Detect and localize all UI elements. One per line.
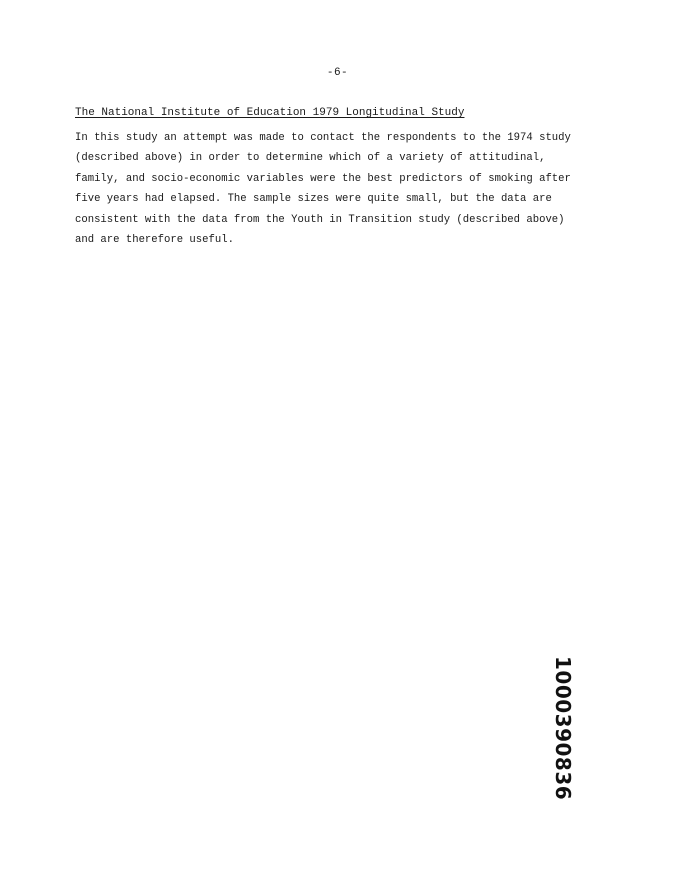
paragraph-line: five years had elapsed. The sample sizes were quite small, but the data are (75, 193, 552, 206)
paragraph-line: In this study an attempt was made to contact the respondents to the 1974 study (75, 132, 571, 144)
document-id: 1000390836 (551, 656, 575, 801)
section-heading: The National Institute of Education 1979 Longitudinal Study (75, 107, 465, 119)
paragraph-line: consistent with the data from the Youth in Transition study (described above) (75, 213, 565, 226)
body-paragraph (75, 128, 615, 250)
page-number: -6- (326, 67, 349, 79)
paragraph-line: and are therefore useful. (75, 234, 234, 247)
paragraph-line: family, and socio-economic variables were the best predictors of smoking after (75, 172, 571, 185)
paragraph-line: (described above) in order to determine which of a variety of attitudinal, (75, 152, 546, 165)
document-id-stamp (548, 656, 578, 806)
